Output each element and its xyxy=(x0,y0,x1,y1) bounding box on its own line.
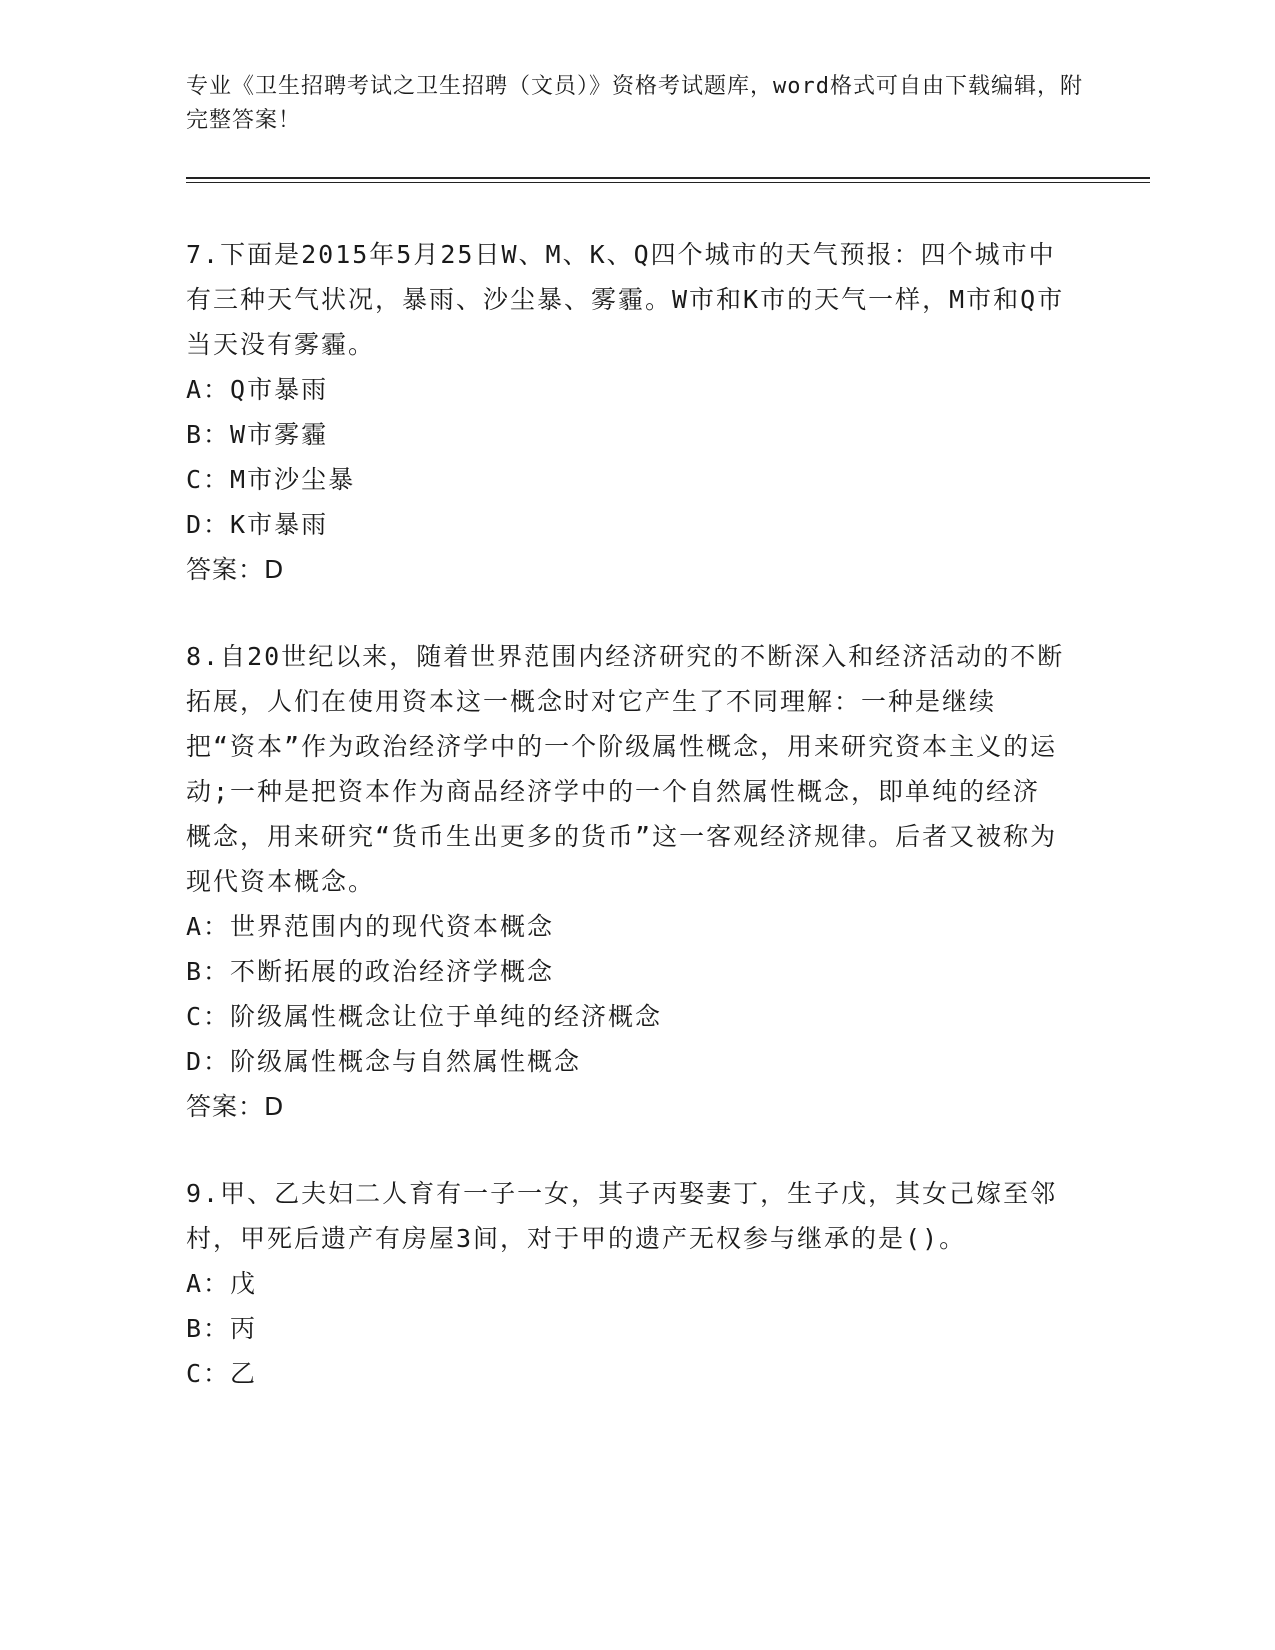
option-d: D：阶级属性概念与自然属性概念 xyxy=(186,1047,582,1076)
option-d: D：K市暴雨 xyxy=(186,510,329,539)
header-divider xyxy=(186,177,1150,179)
option-c: C：阶级属性概念让位于单纯的经济概念 xyxy=(186,1002,663,1031)
question-8 xyxy=(186,634,1066,1129)
option-c: C：M市沙尘暴 xyxy=(186,465,356,494)
question-9 xyxy=(186,1171,1066,1396)
option-a: A：戊 xyxy=(186,1269,258,1298)
question-7 xyxy=(186,232,1066,592)
document-header: 专业《卫生招聘考试之卫生招聘（文员）》资格考试题库，word格式可自由下载编辑，附完整答案！ xyxy=(186,74,1083,133)
option-a: A：Q市暴雨 xyxy=(186,375,329,404)
option-a: A：世界范围内的现代资本概念 xyxy=(186,912,555,941)
question-list xyxy=(186,232,1066,1438)
header-divider-thin xyxy=(186,182,1150,183)
question-stem: 8.自20世纪以来，随着世界范围内经济研究的不断深入和经济活动的不断拓展，人们在使用资本这一概念时对它产生了不同理解：一种是继续把“资本”作为政治经济学中的一个阶级属性概念，用来研究资本主义的运动;一种是把资本作为商品经济学中的一个自然属性概念，即单纯的经济概念，用来研究“货币生出更多的货币”这一客观经济规律。后者又被称为现代资本概念。 xyxy=(186,642,1065,896)
question-stem: 7.下面是2015年5月25日W、M、K、Q四个城市的天气预报：四个城市中有三种天气状况，暴雨、沙尘暴、雾霾。W市和K市的天气一样，M市和Q市当天没有雾霾。 xyxy=(186,240,1065,359)
option-c: C：乙 xyxy=(186,1359,258,1388)
option-b: B：W市雾霾 xyxy=(186,420,329,449)
answer-line: 答案：D xyxy=(186,555,285,584)
option-b: B：不断拓展的政治经济学概念 xyxy=(186,957,555,986)
question-stem: 9.甲、乙夫妇二人育有一子一女，其子丙娶妻丁，生子戊，其女己嫁至邻村，甲死后遗产有房屋3间，对于甲的遗产无权参与继承的是()。 xyxy=(186,1179,1058,1253)
option-b: B：丙 xyxy=(186,1314,258,1343)
answer-line: 答案：D xyxy=(186,1092,285,1121)
